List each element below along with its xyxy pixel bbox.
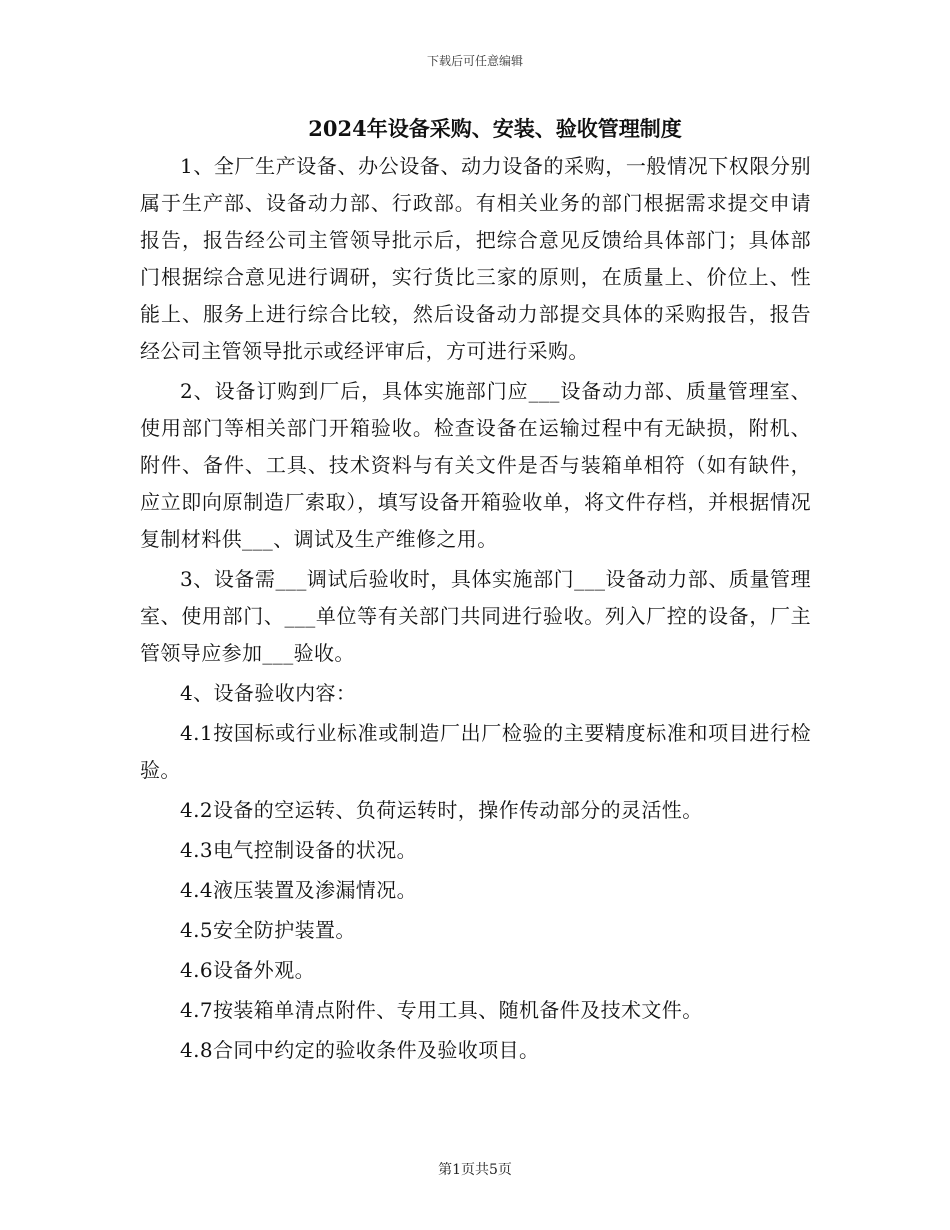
list-item-4-1: 4.1按国标或行业标准或制造厂出厂检验的主要精度标准和项目进行检验。 [140, 721, 811, 782]
page-number-footer: 第1页共5页 [438, 1162, 512, 1178]
paragraph-procurement: 1、全厂生产设备、办公设备、动力设备的采购，一般情况下权限分别属于生产部、设备动力部、行政部。有相关业务的部门根据需求提交申请报告，报告经公司主管领导批示后，把综合意见反馈给具体部门；具体部门根据综合意见进行调研，实行货比三家的原则，在质量上、价位上、性能上、服务上进行综合比较，然后设备动力部提交具体的采购报告，报告经公司主管领导批示或经评审后，方可进行采购。 [140, 154, 811, 363]
list-item-4-5: 4.5安全防护装置。 [180, 918, 356, 942]
paragraph-acceptance-contents: 4、设备验收内容： [180, 681, 357, 705]
list-item-4-4: 4.4液压装置及渗漏情况。 [180, 878, 418, 902]
paragraph-arrival-inspection: 2、设备订购到厂后，具体实施部门应___设备动力部、质量管理室、使用部门等相关部门开箱验收。检查设备在运输过程中有无缺损，附机、附件、备件、工具、技术资料与有关文件是否与装箱单相符（如有缺件，应立即向原制造厂索取），填写设备开箱验收单，将文件存档，并根据情况复制材料供___、调试及生产维修之用。 [140, 379, 811, 551]
list-item-4-7: 4.7按装箱单清点附件、专用工具、随机备件及技术文件。 [180, 998, 703, 1022]
document-title: 2024年设备采购、安装、验收管理制度 [308, 116, 682, 141]
list-item-4-6: 4.6设备外观。 [180, 958, 316, 982]
paragraph-commissioning-acceptance: 3、设备需___调试后验收时，具体实施部门___设备动力部、质量管理室、使用部门、___单位等有关部门共同进行验收。列入厂控的设备，厂主管领导应参加___验收。 [140, 567, 811, 665]
list-item-4-8: 4.8合同中约定的验收条件及验收项目。 [180, 1038, 540, 1062]
page-header-note: 下载后可任意编辑 [426, 54, 523, 68]
list-item-4-3: 4.3电气控制设备的状况。 [180, 838, 418, 862]
document-body [140, 148, 811, 1069]
list-item-4-2: 4.2设备的空运转、负荷运转时，操作传动部分的灵活性。 [180, 798, 703, 822]
